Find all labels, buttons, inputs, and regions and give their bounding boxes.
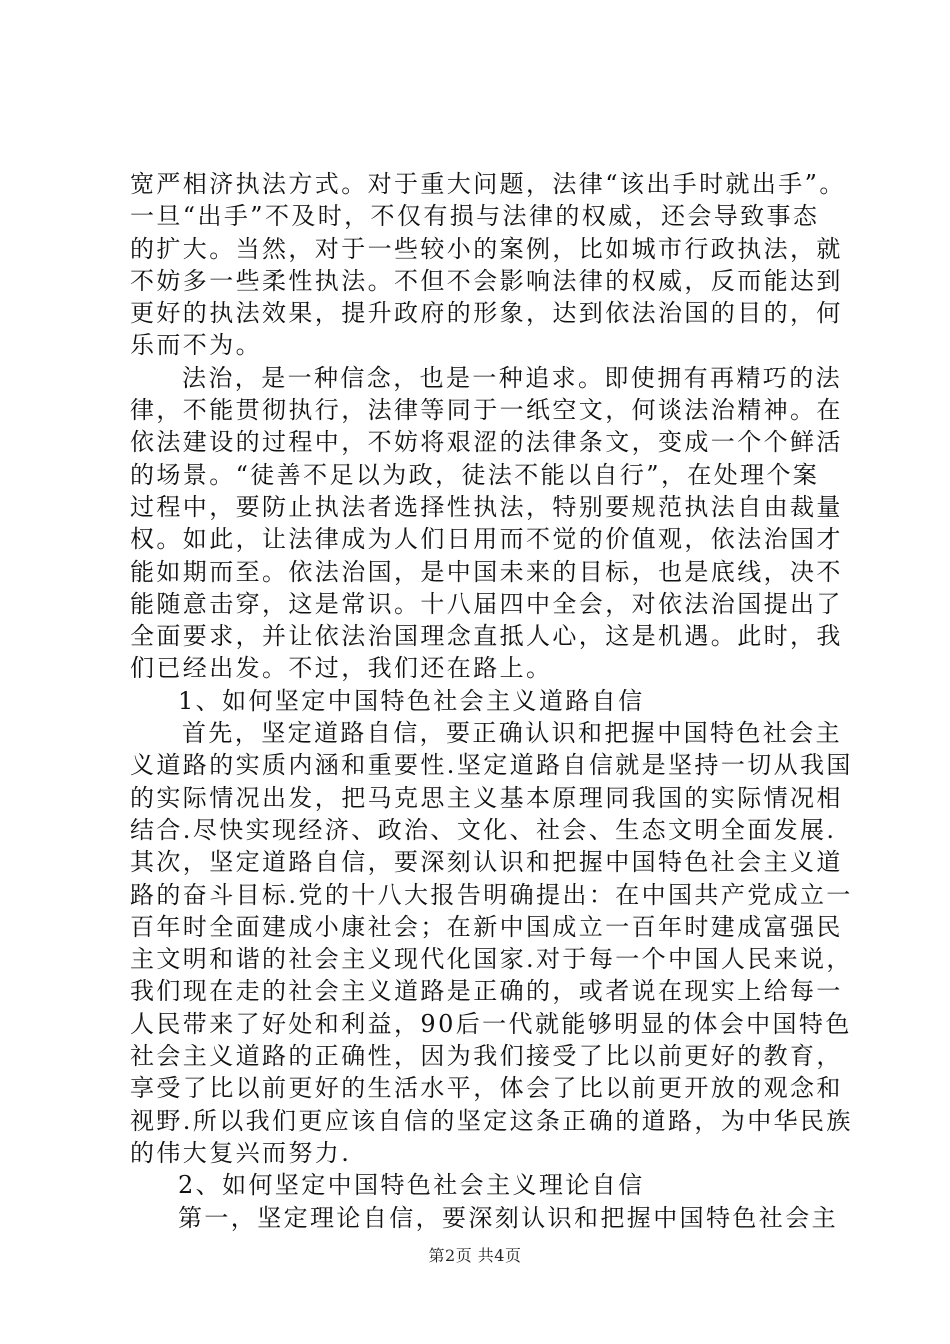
text-line: 律，不能贯彻执行，法律等同于一纸空文，何谈法治精神。在 [130, 396, 843, 425]
text-line: 一旦“出手”不及时，不仅有损与法律的权威，还会导致事态 [130, 202, 820, 231]
text-line: 享受了比以前更好的生活水平，体会了比以前更开放的观念和 [130, 1074, 843, 1103]
text-line: 百年时全面建成小康社会；在新中国成立一百年时建成富强民 [130, 912, 843, 941]
text-line: 社会主义道路的正确性，因为我们接受了比以前更好的教育， [130, 1042, 843, 1071]
text-line: 宽严相济执法方式。对于重大问题，法律“该出手时就出手”。 [130, 170, 846, 198]
text-line: 其次，坚定道路自信，要深刻认识和把握中国特色社会主义道 [130, 848, 843, 877]
text-line: 全面要求，并让依法治国理念直抵人心，这是机遇。此时，我 [130, 622, 843, 651]
paragraph-start-line: 法治，是一种信念，也是一种追求。即使拥有再精巧的法 [182, 363, 842, 392]
text-line: 结合.尽快实现经济、政治、文化、社会、生态文明全面发展. [130, 815, 837, 844]
text-line: 的实际情况出发，把马克思主义基本原理同我国的实际情况相 [130, 783, 843, 812]
text-line: 更好的执法效果，提升政府的形象，达到依法治国的目的，何 [130, 299, 843, 328]
text-line: 路的奋斗目标.党的十八大报告明确提出：在中国共产党成立一 [130, 880, 853, 909]
text-line: 不妨多一些柔性执法。不但不会影响法律的权威，反而能达到 [130, 266, 843, 295]
paragraph-start-line: 首先，坚定道路自信，要正确认识和把握中国特色社会主 [182, 719, 842, 748]
text-line: 们已经出发。不过，我们还在路上。 [130, 654, 553, 683]
paragraph-start-line: 第一，坚定理论自信，要深刻认识和把握中国特色社会主 [178, 1203, 838, 1232]
page-footer: 第2页 共4页 [428, 1246, 522, 1265]
text-line: 的场景。“徒善不足以为政，徒法不能以自行”，在处理个案 [130, 460, 820, 489]
text-line: 过程中，要防止执法者选择性执法，特别要规范执法自由裁量 [130, 492, 843, 521]
text-line: 权。如此，让法律成为人们日用而不觉的价值观，依法治国才 [130, 525, 843, 554]
text-line: 的扩大。当然，对于一些较小的案例，比如城市行政执法，就 [130, 234, 843, 263]
section-heading: 1、如何坚定中国特色社会主义道路自信 [178, 686, 645, 715]
text-line: 能随意击穿，这是常识。十八届四中全会，对依法治国提出了 [130, 589, 843, 618]
text-line: 义道路的实质内涵和重要性.坚定道路自信就是坚持一切从我国 [130, 751, 853, 780]
body-text [130, 168, 853, 1234]
text-line: 的伟大复兴而努力. [130, 1138, 352, 1167]
text-line: 能如期而至。依法治国，是中国未来的目标，也是底线，决不 [130, 557, 843, 586]
text-line: 视野.所以我们更应该自信的坚定这条正确的道路，为中华民族 [130, 1106, 853, 1135]
text-line: 我们现在走的社会主义道路是正确的，或者说在现实上给每一 [130, 977, 843, 1006]
text-line: 人民带来了好处和利益，90后一代就能够明显的体会中国特色 [130, 1009, 852, 1038]
text-line: 依法建设的过程中，不妨将艰涩的法律条文，变成一个个鲜活 [130, 428, 843, 457]
text-line: 主文明和谐的社会主义现代化国家.对于每一个中国人民来说， [130, 945, 853, 974]
text-line: 乐而不为。 [130, 331, 262, 360]
section-heading: 2、如何坚定中国特色社会主义理论自信 [178, 1171, 645, 1200]
